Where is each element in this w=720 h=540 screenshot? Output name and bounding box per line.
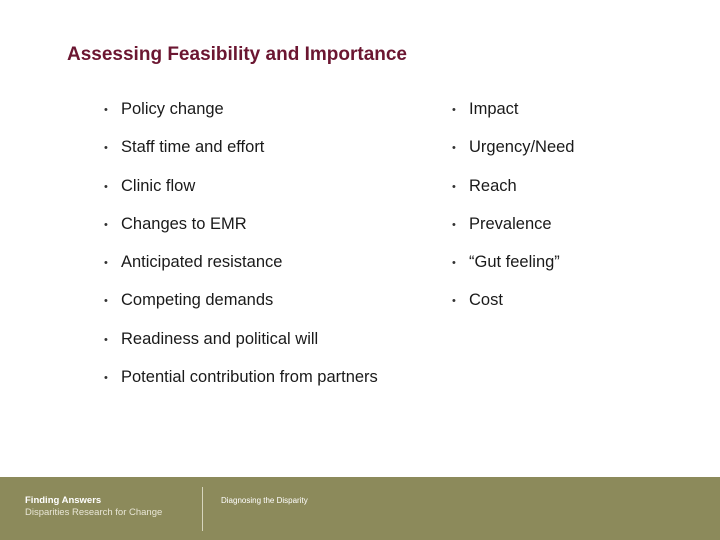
list-item-text: Impact — [469, 100, 519, 118]
bullet-icon: • — [104, 218, 108, 231]
bullet-icon: • — [104, 333, 108, 346]
list-item — [452, 291, 574, 329]
list-item-text: Staff time and effort — [121, 138, 265, 157]
left-bullet-list — [104, 100, 378, 406]
list-item — [452, 253, 574, 291]
bullet-icon: • — [452, 257, 456, 270]
list-item — [104, 100, 378, 138]
footer-bar — [0, 477, 720, 540]
list-item — [452, 215, 574, 253]
list-item-text: Readiness and political will — [121, 329, 319, 348]
list-item — [104, 368, 378, 406]
footer-divider — [202, 487, 203, 531]
list-item — [104, 253, 378, 291]
list-item-text: Competing demands — [121, 291, 274, 310]
bullet-icon: • — [452, 295, 456, 308]
list-item — [104, 291, 378, 329]
list-item-text: Prevalence — [469, 214, 552, 233]
footer-logo — [25, 495, 162, 519]
list-item — [104, 330, 378, 368]
bullet-icon: • — [104, 180, 108, 193]
bullet-icon: • — [104, 104, 108, 116]
bullet-icon: • — [452, 180, 456, 193]
footer-caption: Diagnosing the Disparity — [221, 496, 308, 505]
bullet-icon: • — [104, 372, 108, 385]
list-item-text: Changes to EMR — [121, 214, 247, 233]
list-item-text: Urgency/Need — [469, 138, 575, 157]
bullet-icon: • — [452, 104, 456, 116]
brand-tagline: Disparities Research for Change — [25, 507, 163, 518]
list-item — [452, 177, 574, 215]
list-item — [104, 138, 378, 176]
brand-name: Finding Answers — [25, 495, 102, 506]
bullet-icon: • — [452, 218, 456, 231]
slide-title: Assessing Feasibility and Importance — [67, 44, 407, 65]
list-item-text: “Gut feeling” — [469, 253, 560, 272]
right-bullet-list — [452, 100, 574, 330]
list-item-text: Policy change — [121, 100, 224, 118]
list-item-text: Cost — [469, 291, 503, 310]
bullet-icon: • — [452, 142, 456, 155]
list-item-text: Anticipated resistance — [121, 253, 283, 272]
list-item — [104, 177, 378, 215]
bullet-icon: • — [104, 295, 108, 308]
list-item-text: Clinic flow — [121, 176, 196, 195]
list-item — [452, 100, 574, 138]
bullet-icon: • — [104, 257, 108, 270]
list-item-text: Potential contribution from partners — [121, 368, 378, 387]
list-item — [104, 215, 378, 253]
bullet-icon: • — [104, 142, 108, 155]
list-item-text: Reach — [469, 176, 517, 195]
list-item — [452, 138, 574, 176]
